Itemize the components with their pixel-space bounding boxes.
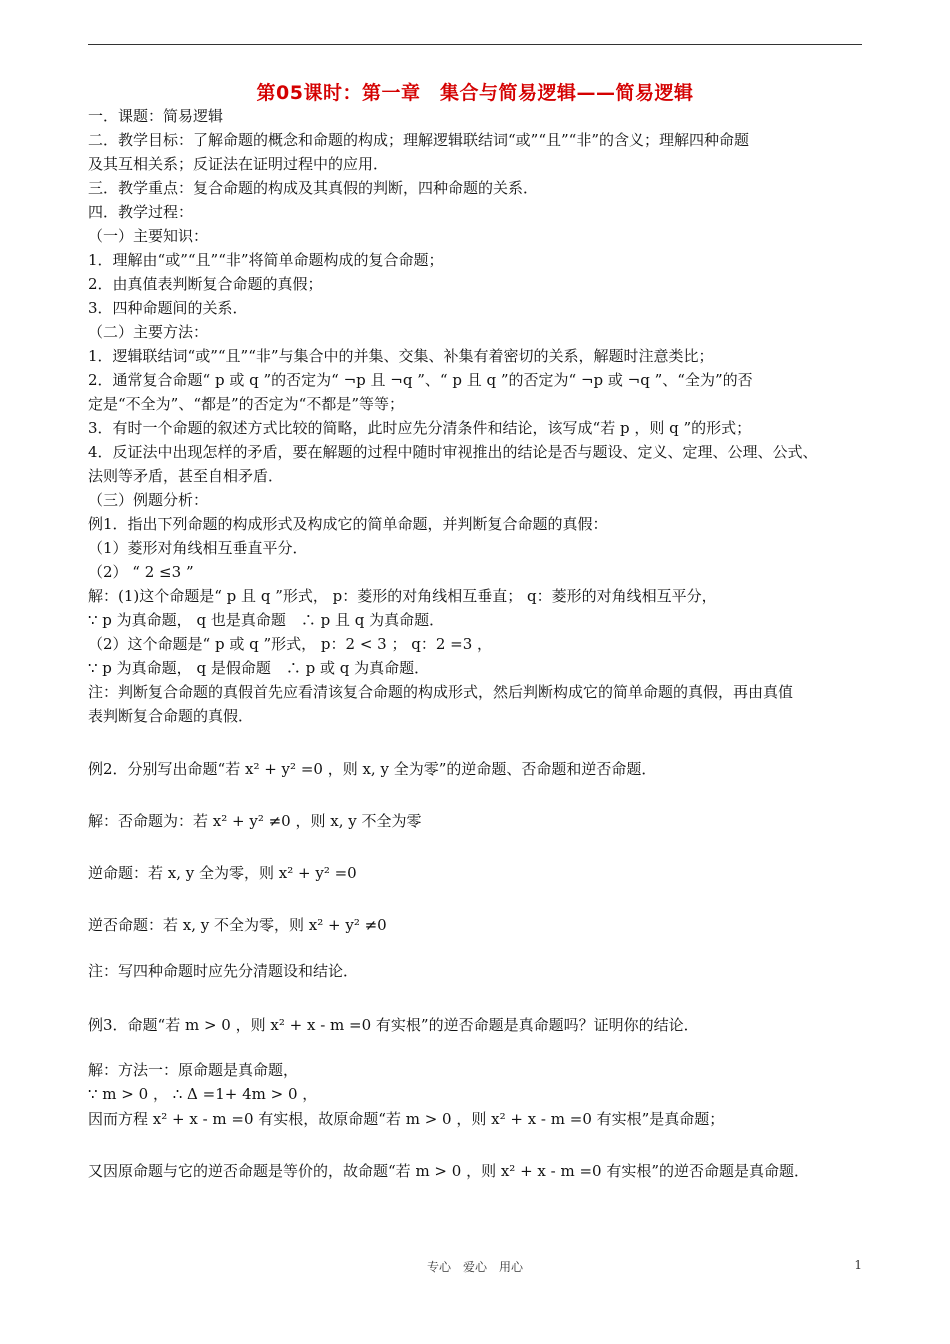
- text-line: 解：(1)这个命题是“ p 且 q ”形式， p：菱形的对角线相互垂直； q：菱形的对角线相互平分，: [88, 587, 717, 605]
- text-line: 表判断复合命题的真假．: [88, 707, 254, 725]
- text-line: 3．四种命题间的关系．: [88, 299, 248, 317]
- page-footer: [88, 1258, 862, 1276]
- page-number: 1: [854, 1258, 862, 1272]
- text-line: （1）菱形对角线相互垂直平分．: [88, 539, 308, 557]
- text-line: 二．教学目标：了解命题的概念和命题的构成；理解逻辑联结词“或”“且”“非”的含义；理解四种命题: [88, 131, 750, 149]
- text-line: 2．由真值表判断复合命题的真假；: [88, 275, 323, 293]
- text-line: 3．有时一个命题的叙述方式比较的简略，此时应先分清条件和结论，该写成“若 p ，则 q ”的形式；: [88, 419, 752, 437]
- document-body: [88, 104, 864, 1184]
- footer-motto: 专心 爱心 用心: [426, 1260, 523, 1274]
- header-rule: [88, 44, 862, 45]
- text-line: 1．理解由“或”“且”“非”将简单命题构成的复合命题；: [88, 251, 444, 269]
- example-2-line: 逆否命题：若 x, y 不全为零，则 x² + y² ≠0: [88, 916, 387, 934]
- text-line: 定是“不全为”、“都是”的否定为“不都是”等等；: [88, 395, 405, 413]
- example-2-line: 解：否命题为：若 x² + y² ≠0 ，则 x, y 不全为零: [88, 812, 422, 830]
- text-line: 法则等矛盾，甚至自相矛盾．: [88, 467, 284, 485]
- example-2-statement: 例2．分别写出命题“若 x² + y² =0 ，则 x, y 全为零”的逆命题、否命题和逆否命题．: [88, 760, 657, 778]
- text-line: 一．课题：简易逻辑: [88, 107, 224, 125]
- example-2-note: 注：写四种命题时应先分清题设和结论．: [88, 962, 359, 980]
- text-line: ∵ p 为真命题， q 是假命题 ∴ p 或 q 为真命题．: [88, 659, 430, 677]
- text-line: （2）这个命题是“ p 或 q ”形式， p：2 < 3 ； q：2 =3 ，: [88, 635, 493, 653]
- example-3-line: 解：方法一：原命题是真命题，: [88, 1061, 299, 1079]
- text-line: （二）主要方法：: [88, 323, 209, 341]
- text-line: 三．教学重点：复合命题的构成及其真假的判断，四种命题的关系．: [88, 179, 539, 197]
- text-line: （一）主要知识：: [88, 227, 209, 245]
- text-line: 注：判断复合命题的真假首先应看清该复合命题的构成形式，然后判断构成它的简单命题的真假，再由真值: [88, 683, 794, 701]
- text-line: （三）例题分析：: [88, 491, 209, 509]
- example-3-line: 因而方程 x² + x - m =0 有实根，故原命题“若 m > 0 ，则 x² + x - m =0 有实根”是真命题；: [88, 1110, 725, 1128]
- text-line: （2） “ 2 ≤3 ”: [88, 563, 194, 581]
- example-3-statement: 例3．命题“若 m > 0 ，则 x² + x - m =0 有实根”的逆否命题是真命题吗？证明你的结论．: [88, 1016, 699, 1034]
- page-title: 第05课时：第一章 集合与简易逻辑——简易逻辑: [256, 82, 694, 104]
- text-line: 1．逻辑联结词“或”“且”“非”与集合中的并集、交集、补集有着密切的关系，解题时注意类比；: [88, 347, 714, 365]
- text-line: 及其互相关系；反证法在证明过程中的应用．: [88, 155, 389, 173]
- text-line: 4．反证法中出现怎样的矛盾，要在解题的过程中随时审视推出的结论是否与题设、定义、定理、公理、公式、: [88, 443, 818, 461]
- text-line: ∵ p 为真命题， q 也是真命题 ∴ p 且 q 为真命题．: [88, 611, 445, 629]
- text-line: 2．通常复合命题“ p 或 q ”的否定为“ ¬p 且 ¬q ”、“ p 且 q ”的否定为“ ¬p 或 ¬q ”、“全为”的否: [88, 371, 753, 389]
- example-3-line: ∵ m > 0 ， ∴ Δ =1+ 4m > 0 ，: [88, 1085, 318, 1103]
- text-line: 四．教学过程：: [88, 203, 194, 221]
- example-3-line: 又因原命题与它的逆否命题是等价的，故命题“若 m > 0 ，则 x² + x - m =0 有实根”的逆否命题是真命题．: [88, 1162, 810, 1180]
- text-line: 例1．指出下列命题的构成形式及构成它的简单命题，并判断复合命题的真假：: [88, 515, 608, 533]
- example-2-line: 逆命题：若 x, y 全为零，则 x² + y² =0: [88, 864, 357, 882]
